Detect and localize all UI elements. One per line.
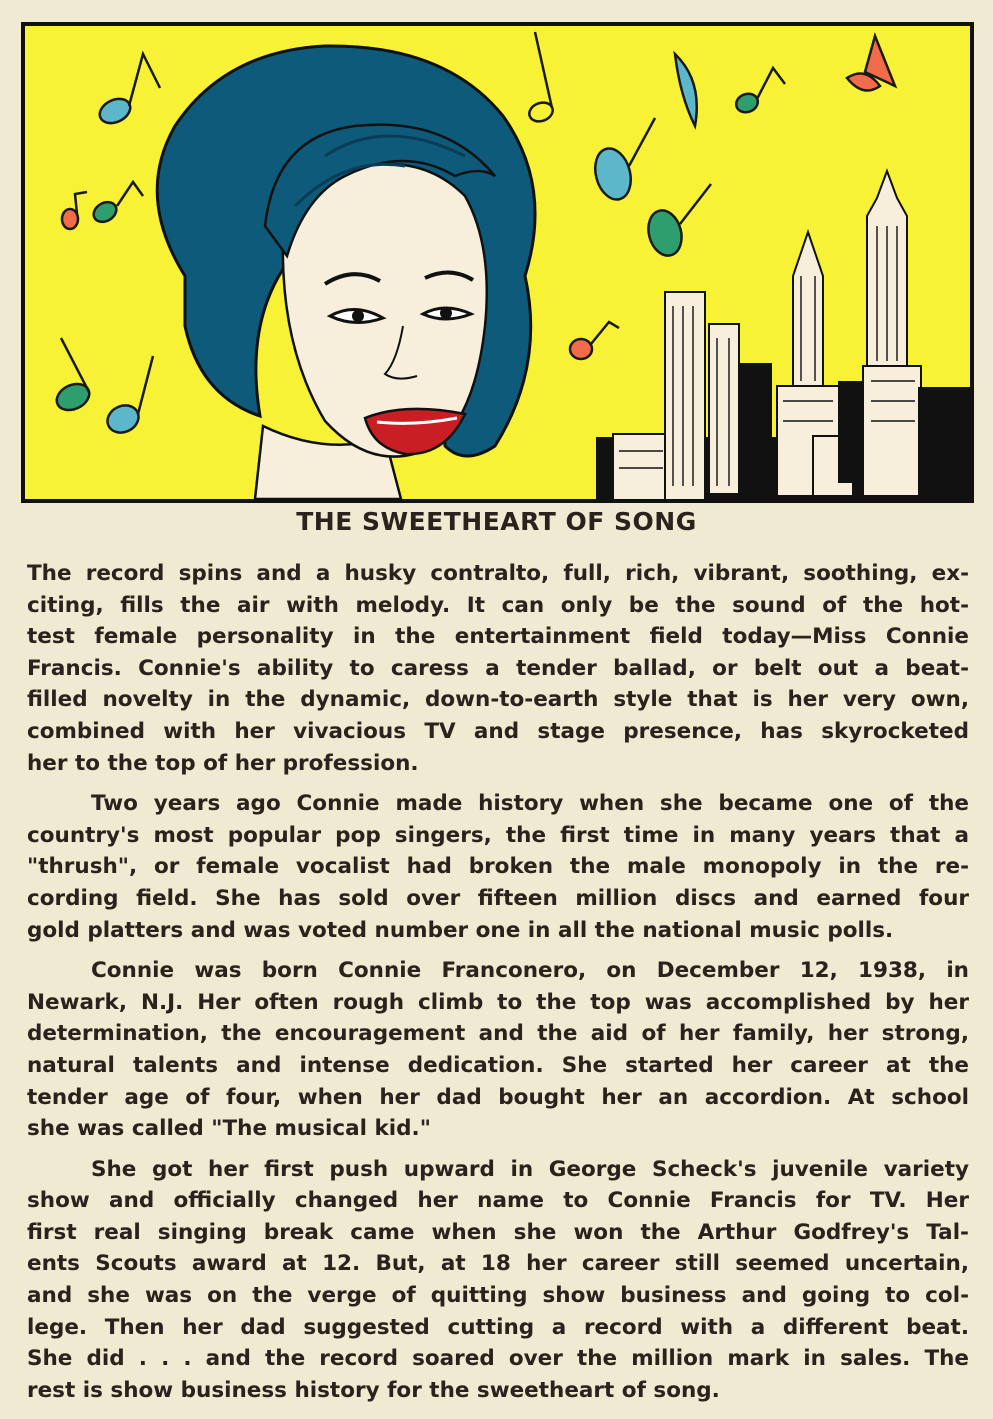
- text-line: test female personality in the entertainment field today—Miss Connie: [27, 624, 969, 650]
- text-line: The record spins and a husky contralto, full, rich, vibrant, soothing, ex-: [27, 561, 969, 586]
- article-headline: THE SWEETHEART OF SONG: [296, 507, 697, 536]
- paragraph-2: [27, 788, 969, 946]
- illustration-panel: [21, 22, 974, 503]
- paragraph-3: [27, 955, 969, 1145]
- text-line: country's most popular pop singers, the first time in many years that a: [27, 822, 969, 848]
- text-line: combined with her vivacious TV and stage presence, has skyrocketed: [27, 718, 969, 744]
- text-line: She got her first push upward in George Scheck's juvenile variety: [91, 1156, 969, 1182]
- text-line: citing, fills the air with melody. It can only be the sound of the hot-: [27, 592, 969, 618]
- text-line: Francis. Connie's ability to caress a tender ballad, or belt out a beat-: [27, 655, 969, 681]
- text-line: She did . . . and the record soared over the million mark in sales. The: [27, 1346, 969, 1372]
- text-line: her to the top of her profession.: [27, 750, 419, 776]
- text-line: "thrush", or female vocalist had broken the male monopoly in the re-: [27, 854, 969, 880]
- text-line: determination, the encouragement and the aid of her family, her strong,: [27, 1021, 969, 1047]
- text-line: Newark, N.J. Her often rough climb to the top was accomplished by her: [27, 989, 969, 1015]
- article-body: [27, 558, 969, 1415]
- text-line: natural talents and intense dedication. She started her career at the: [27, 1052, 969, 1078]
- text-line: ents Scouts award at 12. But, at 18 her career still seemed uncertain,: [27, 1251, 969, 1277]
- text-line: first real singing break came when she won the Arthur Godfrey's Tal-: [27, 1219, 969, 1245]
- paragraph-4: [27, 1154, 969, 1407]
- text-line: gold platters and was voted number one in all the national music polls.: [27, 917, 894, 943]
- text-line: Two years ago Connie made history when she became one of the: [91, 791, 969, 817]
- text-line: she was called "The musical kid.": [27, 1116, 431, 1142]
- text-line: filled novelty in the dynamic, down-to-earth style that is her very own,: [27, 687, 969, 713]
- paragraph-1: [27, 558, 969, 779]
- text-line: rest is show business history for the sweetheart of song.: [27, 1377, 720, 1403]
- text-line: Connie was born Connie Franconero, on December 12, 1938, in: [91, 958, 969, 984]
- text-line: and she was on the verge of quitting show business and going to col-: [27, 1283, 969, 1309]
- text-line: cording field. She has sold over fifteen million discs and earned four: [27, 885, 969, 911]
- text-line: show and officially changed her name to Connie Francis for TV. Her: [27, 1188, 969, 1214]
- illustration: [25, 26, 970, 499]
- text-line: tender age of four, when her dad bought her an accordion. At school: [27, 1084, 969, 1110]
- text-line: lege. Then her dad suggested cutting a record with a different beat.: [27, 1314, 969, 1340]
